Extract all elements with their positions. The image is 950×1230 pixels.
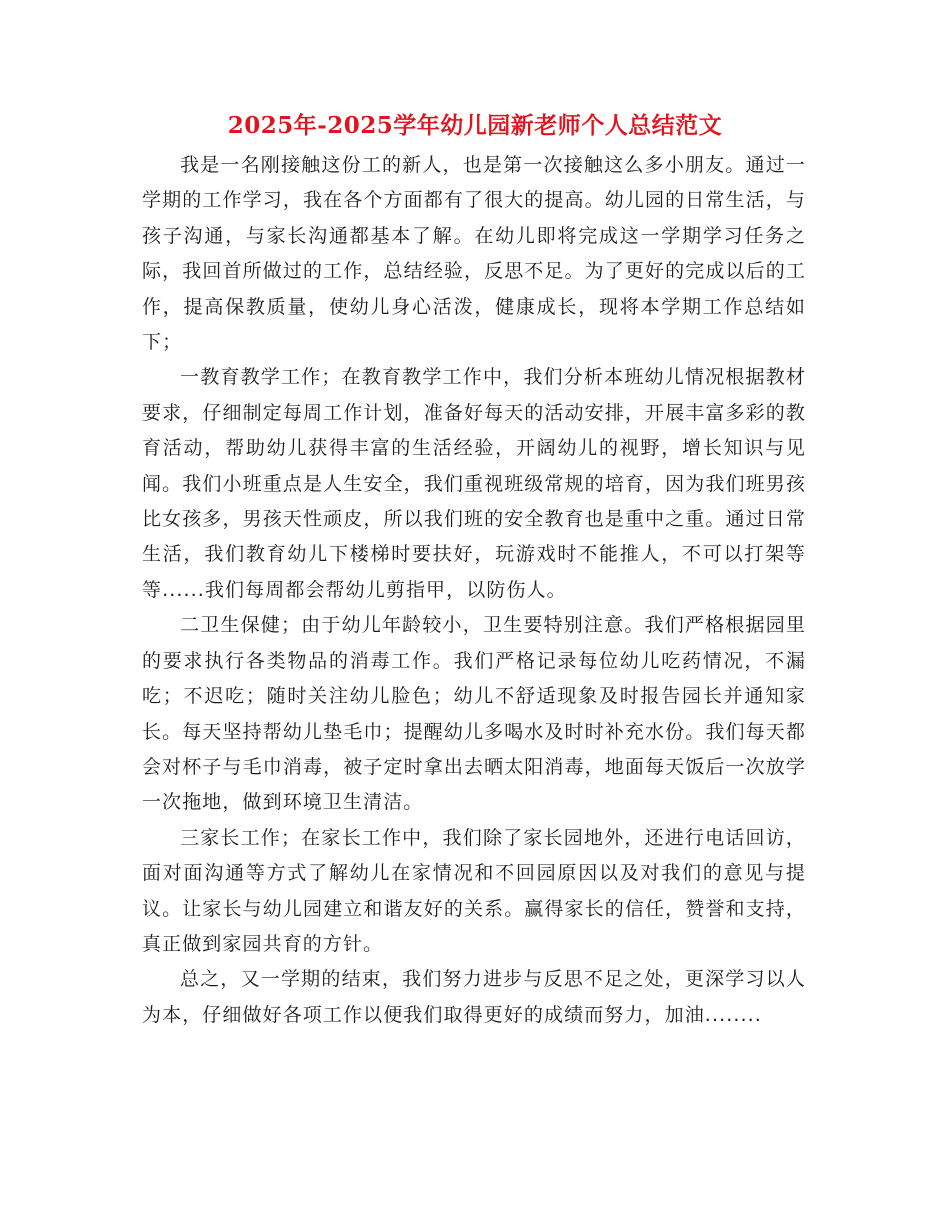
paragraph-parent-work: 三家长工作；在家长工作中，我们除了家长园地外，还进行电话回访，面对面沟通等方式了解幼儿在家情况和不回园原因以及对我们的意见与提议。让家长与幼儿园建立和谐友好的关系。赢得家长的信任，赞誉和支持，真正做到家园共育的方针。 — [142, 826, 806, 955]
paragraph-teaching-work: 一教育教学工作；在教育教学工作中，我们分析本班幼儿情况根据教材要求，仔细制定每周工作计划，准备好每天的活动安排，开展丰富多彩的教育活动，帮助幼儿获得丰富的生活经验，开阔幼儿的视野，增长知识与见闻。我们小班重点是人生安全，我们重视班级常规的培育，因为我们班男孩比女孩多，男孩天性顽皮，所以我们班的安全教育也是重中之重。通过日常生活，我们教育幼儿下楼梯时要扶好，玩游戏时不能推人，不可以打架等等......我们每周都会帮幼儿剪指甲，以防伤人。 — [142, 366, 806, 601]
document-body — [142, 148, 806, 1033]
paragraph-intro: 我是一名刚接触这份工的新人，也是第一次接触这么多小朋友。通过一学期的工作学习，我在各个方面都有了很大的提高。幼儿园的日常生活，与孩子沟通，与家长沟通都基本了解。在幼儿即将完成这一学期学习任务之际，我回首所做过的工作，总结经验，反思不足。为了更好的完成以后的工作，提高保教质量，使幼儿身心活泼，健康成长，现将本学期工作总结如下； — [142, 154, 806, 354]
paragraph-health-care: 二卫生保健；由于幼儿年龄较小，卫生要特别注意。我们严格根据园里的要求执行各类物品的消毒工作。我们严格记录每位幼儿吃药情况，不漏吃；不迟吃；随时关注幼儿脸色；幼儿不舒适现象及时报告园长并通知家长。每天坚持帮幼儿垫毛巾；提醒幼儿多喝水及时时补充水份。我们每天都会对杯子与毛巾消毒，被子定时拿出去晒太阳消毒，地面每天饭后一次放学一次拖地，做到环境卫生清洁。 — [142, 614, 806, 814]
paragraph-conclusion: 总之，又一学期的结束，我们努力进步与反思不足之处，更深学习以人为本，仔细做好各项工作以便我们取得更好的成绩而努力，加油........ — [142, 968, 806, 1026]
document-title: 2025年-2025学年幼儿园新老师个人总结范文 — [227, 112, 723, 139]
